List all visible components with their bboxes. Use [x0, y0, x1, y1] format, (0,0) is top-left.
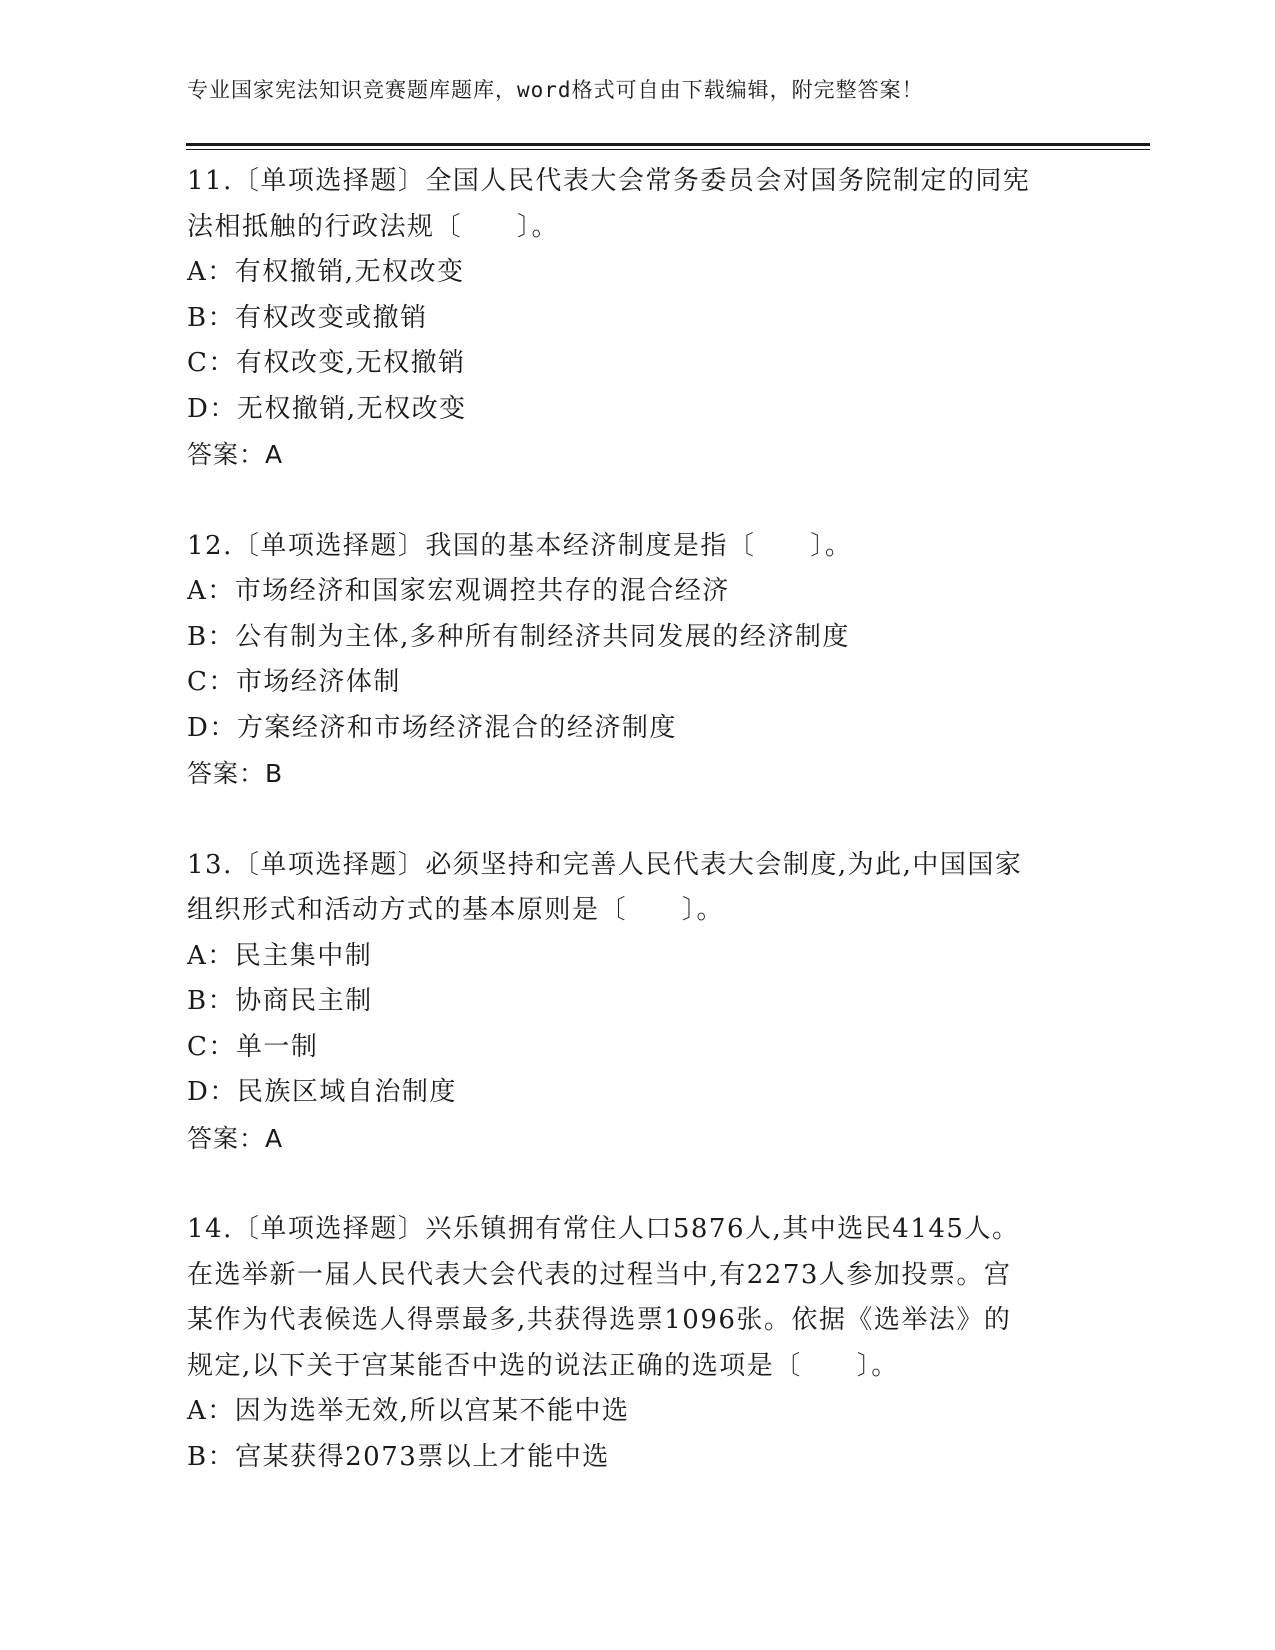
option-b: B：公有制为主体,多种所有制经济共同发展的经济制度: [187, 621, 850, 652]
option-d: D：民族区域自治制度: [187, 1077, 457, 1107]
question-stem-line: 13.〔单项选择题〕必须坚持和完善人民代表大会制度,为此,中国国家: [187, 849, 1023, 880]
option-b: B：宫某获得2073票以上才能中选: [187, 1441, 610, 1472]
question-list: [187, 159, 1087, 1526]
question-stem-line: 某作为代表候选人得票最多,共获得选票1096张。依据《选举法》的: [187, 1305, 1012, 1335]
option-a: A：有权撤销,无权改变: [187, 257, 465, 287]
option-c: C：单一制: [187, 1031, 319, 1062]
question-stem-line: 法相抵触的行政法规〔 〕。: [187, 211, 560, 242]
question-11: [187, 159, 1087, 478]
answer-line: 答案：A: [187, 440, 284, 469]
option-b: B：协商民主制: [187, 986, 373, 1016]
question-stem-line: 11.〔单项选择题〕全国人民代表大会常务委员会对国务院制定的同宪: [187, 166, 1031, 196]
page-header: 专业国家宪法知识竞赛题库题库，word格式可自由下载编辑，附完整答案！: [187, 78, 924, 102]
option-b: B：有权改变或撤销: [187, 302, 428, 333]
question-stem-line: 12.〔单项选择题〕我国的基本经济制度是指〔 〕。: [187, 530, 853, 561]
header-rule-thin: [186, 149, 1150, 150]
option-d: D：无权撤销,无权改变: [187, 393, 467, 424]
option-a: A：因为选举无效,所以宫某不能中选: [187, 1396, 630, 1426]
option-a: A：市场经济和国家宏观调控共存的混合经济: [187, 576, 730, 606]
option-d: D：方案经济和市场经济混合的经济制度: [187, 712, 677, 743]
option-c: C：有权改变,无权撤销: [187, 348, 466, 378]
question-13: [187, 843, 1087, 1162]
answer-line: 答案：A: [187, 1123, 284, 1153]
question-14: [187, 1207, 1087, 1480]
answer-line: 答案：B: [187, 759, 284, 788]
question-stem-line: 14.〔单项选择题〕兴乐镇拥有常住人口5876人,其中选民4145人。: [187, 1214, 1020, 1244]
question-stem-line: 在选举新一届人民代表大会代表的过程当中,有2273人参加投票。宫: [187, 1259, 1012, 1290]
header-rule-thick: [186, 143, 1150, 146]
question-stem-line: 规定,以下关于宫某能否中选的说法正确的选项是〔 〕。: [187, 1350, 899, 1381]
question-stem-line: 组织形式和活动方式的基本原则是〔 〕。: [187, 895, 725, 925]
question-12: [187, 524, 1087, 797]
option-c: C：市场经济体制: [187, 667, 401, 697]
option-a: A：民主集中制: [187, 940, 373, 971]
